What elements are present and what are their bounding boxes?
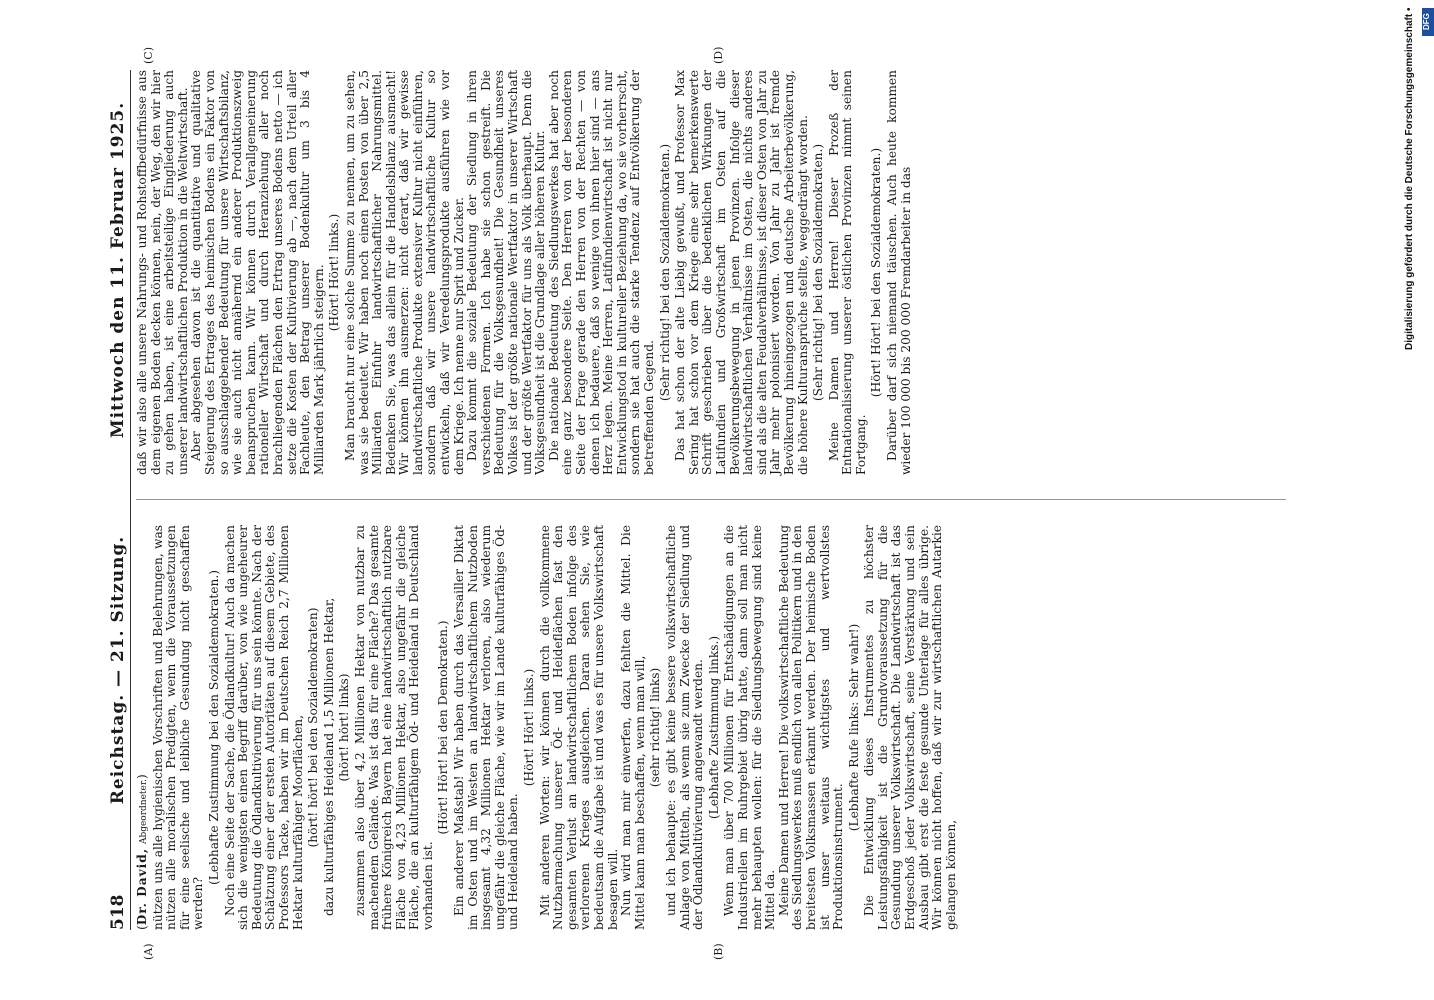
column-rule — [136, 499, 1286, 500]
page-number: 518 — [108, 894, 128, 930]
interjection: (Lebhafte Zustimmung bei den Sozialdemokraten.) — [206, 570, 221, 885]
paragraph: Die Entwicklung dieses Instrumentes zu höchster Leistungsfähigkeit ist die Grundvoraussetzung für die Gesundung unserer Volkswirtschaft. Die Landwirtschaft ist das Erdgeschoß jeder Volkswirtschaft, seine Verstärkung und sein Ausbau gibt erst die feste gesunde Unterlage für alles übrige. Wir können nicht hoffen, daß wir zur wirtschaftlichen Autarkie gelangen können, — [862, 525, 958, 930]
right-column — [136, 70, 913, 475]
margin-marker-d: (D) — [712, 46, 725, 64]
header-left-title: Reichstag. — 21. Sitzung. — [108, 535, 128, 805]
paragraph: zusammen also über 4,2 Millionen Hektar von nutzbar zu machendem Gelände. Was ist das für eine Fläche? Das gesamte frühere Königreich Bayern hat eine landwirtschaftlich nutzbare Fläche von 4,23 Millionen Hektar, also ungefähr die gleiche Fläche, die an kulturfähigem Öd- und Heideland in Deutschland vorhanden ist. — [352, 525, 435, 930]
interjection: (Hört! Hört! links.) — [522, 668, 537, 787]
paragraph: Wenn man über 700 Millionen für Entschädigungen an die Industriellen im Ruhrgebiet übrig hatte, dann soll man nicht mehr behaupten wollen: für die Siedlungsbewegung sind keine Mittel da. — [722, 525, 778, 930]
interjection: (Hört! Hört! links.) — [327, 213, 342, 332]
speaker-line: (Dr. David, Abgeordneter.) — [135, 774, 149, 930]
paragraph: Meine Damen und Herren! Dieser Prozeß der Entnationalisierung unserer östlichen Provinzen nimmt seinen Fortgang. — [826, 70, 868, 475]
paragraph: Dazu kommt die soziale Bedeutung der Siedlung in ihren verschiedenen Formen. Ich habe sie schon gestreift. Die Bedeutung für die Volksgesundheit! Die Gesundheit unseres Volkes ist der größte nationale Wertfaktor in unserer Wirtschaft und der größte Wertfaktor für uns als Volk überhaupt. Denn die Volksgesundheit ist die Grundlage aller höheren Kultur. — [465, 70, 548, 475]
interjection: (sehr richtig! links) — [648, 667, 663, 788]
margin-marker-c: (C) — [142, 47, 155, 64]
interjection: (Sehr richtig! bei den Sozialdemokraten.) — [657, 143, 672, 402]
paragraph: Das hat schon der alte Liebig gewußt, und Professor Max Sering hat schon vor dem Kriege eine sehr bemerkenswerte Schrift geschrieben über die bedenklichen Wirkungen der Latifundien und Großwirtschaft im Osten auf die Bevölkerungsbewegung in jenen Provinzen. Infolge dieser landwirtschaftlichen Verhältnisse im Osten, die nichts anderes sind als die alten Feudalverhältnisse, ist dieser Osten von Jahr zu Jahr mehr polonisiert worden. Von Jahr zu Jahr ist fremde Bevölkerung hineingezogen und deutsche Arbeiterbevölkerung, die höhere Kulturansprüche stellte, weggedrängt worden. — [673, 70, 810, 475]
margin-marker-a: (A) — [142, 943, 155, 960]
paragraph: und ich behaupte: es gibt keine bessere volkswirtschaftliche Anlage von Mitteln, als wenn sie zum Zwecke der Siedlung und der Ödlandkultivierung angewandt werden. — [663, 525, 706, 930]
paragraph: Darüber darf sich niemand täuschen. Auch heute kommen wieder 100 000 bis 200 000 Fremdarbeiter in das — [885, 70, 913, 475]
paragraph: Meine Damen und Herren! Die volkswirtschaftliche Bedeutung des Siedlungswerkes muß endlich von allen Politikern und in den breitesten Volksmassen erkannt werden. Der heimische Boden ist unser weitaus wichtigstes und wertvollstes Produktionsinstrument. — [776, 525, 846, 930]
margin-marker-b: (B) — [712, 943, 725, 960]
dfg-logo: DFG — [1422, 8, 1434, 36]
page-header — [102, 70, 131, 930]
left-column — [136, 525, 958, 930]
interjection: (Sehr richtig! bei den Sozialdemokraten.) — [811, 143, 826, 402]
paragraph: Ein anderer Maßstab! Wir haben durch das Versailler Diktat im Osten und im Westen an landwirtschaftlichem Nutzboden insgesamt 4,32 Millionen Hektar verloren, also wiederum ungefähr die gleiche Fläche, wie wir im Lande kulturfähiges Öd- und Heideland haben. — [452, 525, 521, 930]
interjection: (Lebhafte Rufe links: Sehr wahr!) — [846, 623, 861, 832]
paragraph: dazu kulturfähiges Heideland 1,5 Millionen Hektar, — [321, 597, 336, 916]
paragraph: Die nationale Bedeutung des Siedlungswerkes hat aber noch eine ganz besondere Seite. Den Herren von der besonderen Seite der Frage gerade den Herren von der Rechten — von denen ich bedauere, daß so wenige von ihnen hier sind — ans Herz legen. Meine Herren, Latifundienwirtschaft ist nicht nur Entwicklungstod in kultureller Beziehung da, wo sie vorherrscht, sondern sie hat auch die starke Tendenz auf Entvölkerung der betreffenden Gegend. — [546, 70, 656, 475]
left-paragraphs — [152, 525, 959, 930]
speaker-name: Dr. David, — [135, 847, 149, 926]
paragraph: Noch eine Seite der Sache, die Ödlandkultur! Auch da machen sich die wenigsten einen Begriff darüber, von wie ungeheurer Bedeutung die Ödlandkultivierung für uns sein könnte. Nach der Schätzung einer der ersten Autoritäten auf diesem Gebiete, des Professors Tacke, haben wir im Deutschen Reich 2,7 Millionen Hektar kulturfähiger Moorflächen, — [222, 525, 305, 930]
paragraph: Mit anderen Worten: wir können durch die vollkommene Nutzbarmachung unserer Öd- und Heideflächen fast den gesamten Verlust an landwirtschaftlichem Boden infolge des verlorenen Krieges ausgleichen. Daran sehen Sie, wie bedeutsam die Aufgabe ist und was es für unsere Volkswirtschaft besagen will. — [537, 525, 620, 930]
paragraph: Nun wird man mir einwerfen, dazu fehlten die Mittel. Die Mittel kann man beschaffen, wenn man will, — [619, 525, 647, 930]
interjection: (Lebhafte Zustimmung links.) — [706, 635, 721, 820]
paragraph: Aber abgesehen davon ist die quantitative und qualitative Steigerung des Ertrages des heimischen Bodens ein Faktor von so ausschlaggebender Bedeutung für unsere Wirtschaftsbilanz, wie sie auch nicht annähernd ein anderer Produktionszweig beanspruchen kann. Wir können durch Verallgemeinerung rationeller Wirtschaft und durch Heranziehung aller noch brachliegenden Flächen den Ertrag unseres Bodens netto — ich setze die Kosten der Kultivierung ab —, nach dem Urteil aller Fachleute, den Betrag unserer Bodenkultur um 3 bis 4 Milliarden Mark jährlich steigern. — [189, 70, 326, 475]
paragraph: daß wir also alle unsere Nahrungs- und Rohstoffbedürfnisse aus dem eigenen Boden decken können, nein, der Weg, den wir hier zu gehen haben, ist eine arbeitsteilige Eingliederung auch unserer landwirtschaftlichen Produktion in die Weltwirtschaft. — [135, 70, 190, 475]
paragraph: Man braucht nur eine solche Summe zu nennen, um zu sehen, was sie bedeutet. Wir haben noch einen Posten von über 2,5 Milliarden Einfuhr landwirtschaftlicher Nahrungsmittel. Bedenken Sie, was das allein für die Handelsbilanz ausmacht! Wir können ihn ausmerzen: nicht derart, daß wir gewisse landwirtschaftliche Produkte extensiver Kultur nicht einführen, sondern daß wir unsere landwirtschaftliche Kultur so entwickeln, daß wir Veredelungsprodukte ausführen wie vor dem Kriege. Ich nenne nur Sprit und Zucker. — [342, 70, 466, 475]
interjection: (Hört! Hört! bei den Sozialdemokraten.) — [869, 147, 884, 398]
rotated-page — [102, 46, 1332, 960]
right-paragraphs — [136, 70, 913, 475]
dfg-funding-note: Digitalisierung gefördert durch die Deutsche Forschungsgemeinschaft • — [1404, 8, 1415, 351]
interjection: (hört! hört! bei den Sozialdemokraten) — [306, 607, 321, 848]
interjection: (hört! hört! links) — [337, 673, 352, 782]
speaker-role: Abgeordneter. — [139, 778, 149, 845]
interjection: (Hört! Hört! bei den Demokraten.) — [436, 620, 451, 835]
header-right-title: Mittwoch den 11. Februar 1925. — [108, 101, 128, 439]
paragraph: nützen uns alle hygienischen Vorschriften und Belehrungen, was nützen alle moralischen Predigten, wenn die Voraussetzungen für eine seelische und leibliche Gesundung nicht geschaffen werden? — [150, 525, 206, 930]
